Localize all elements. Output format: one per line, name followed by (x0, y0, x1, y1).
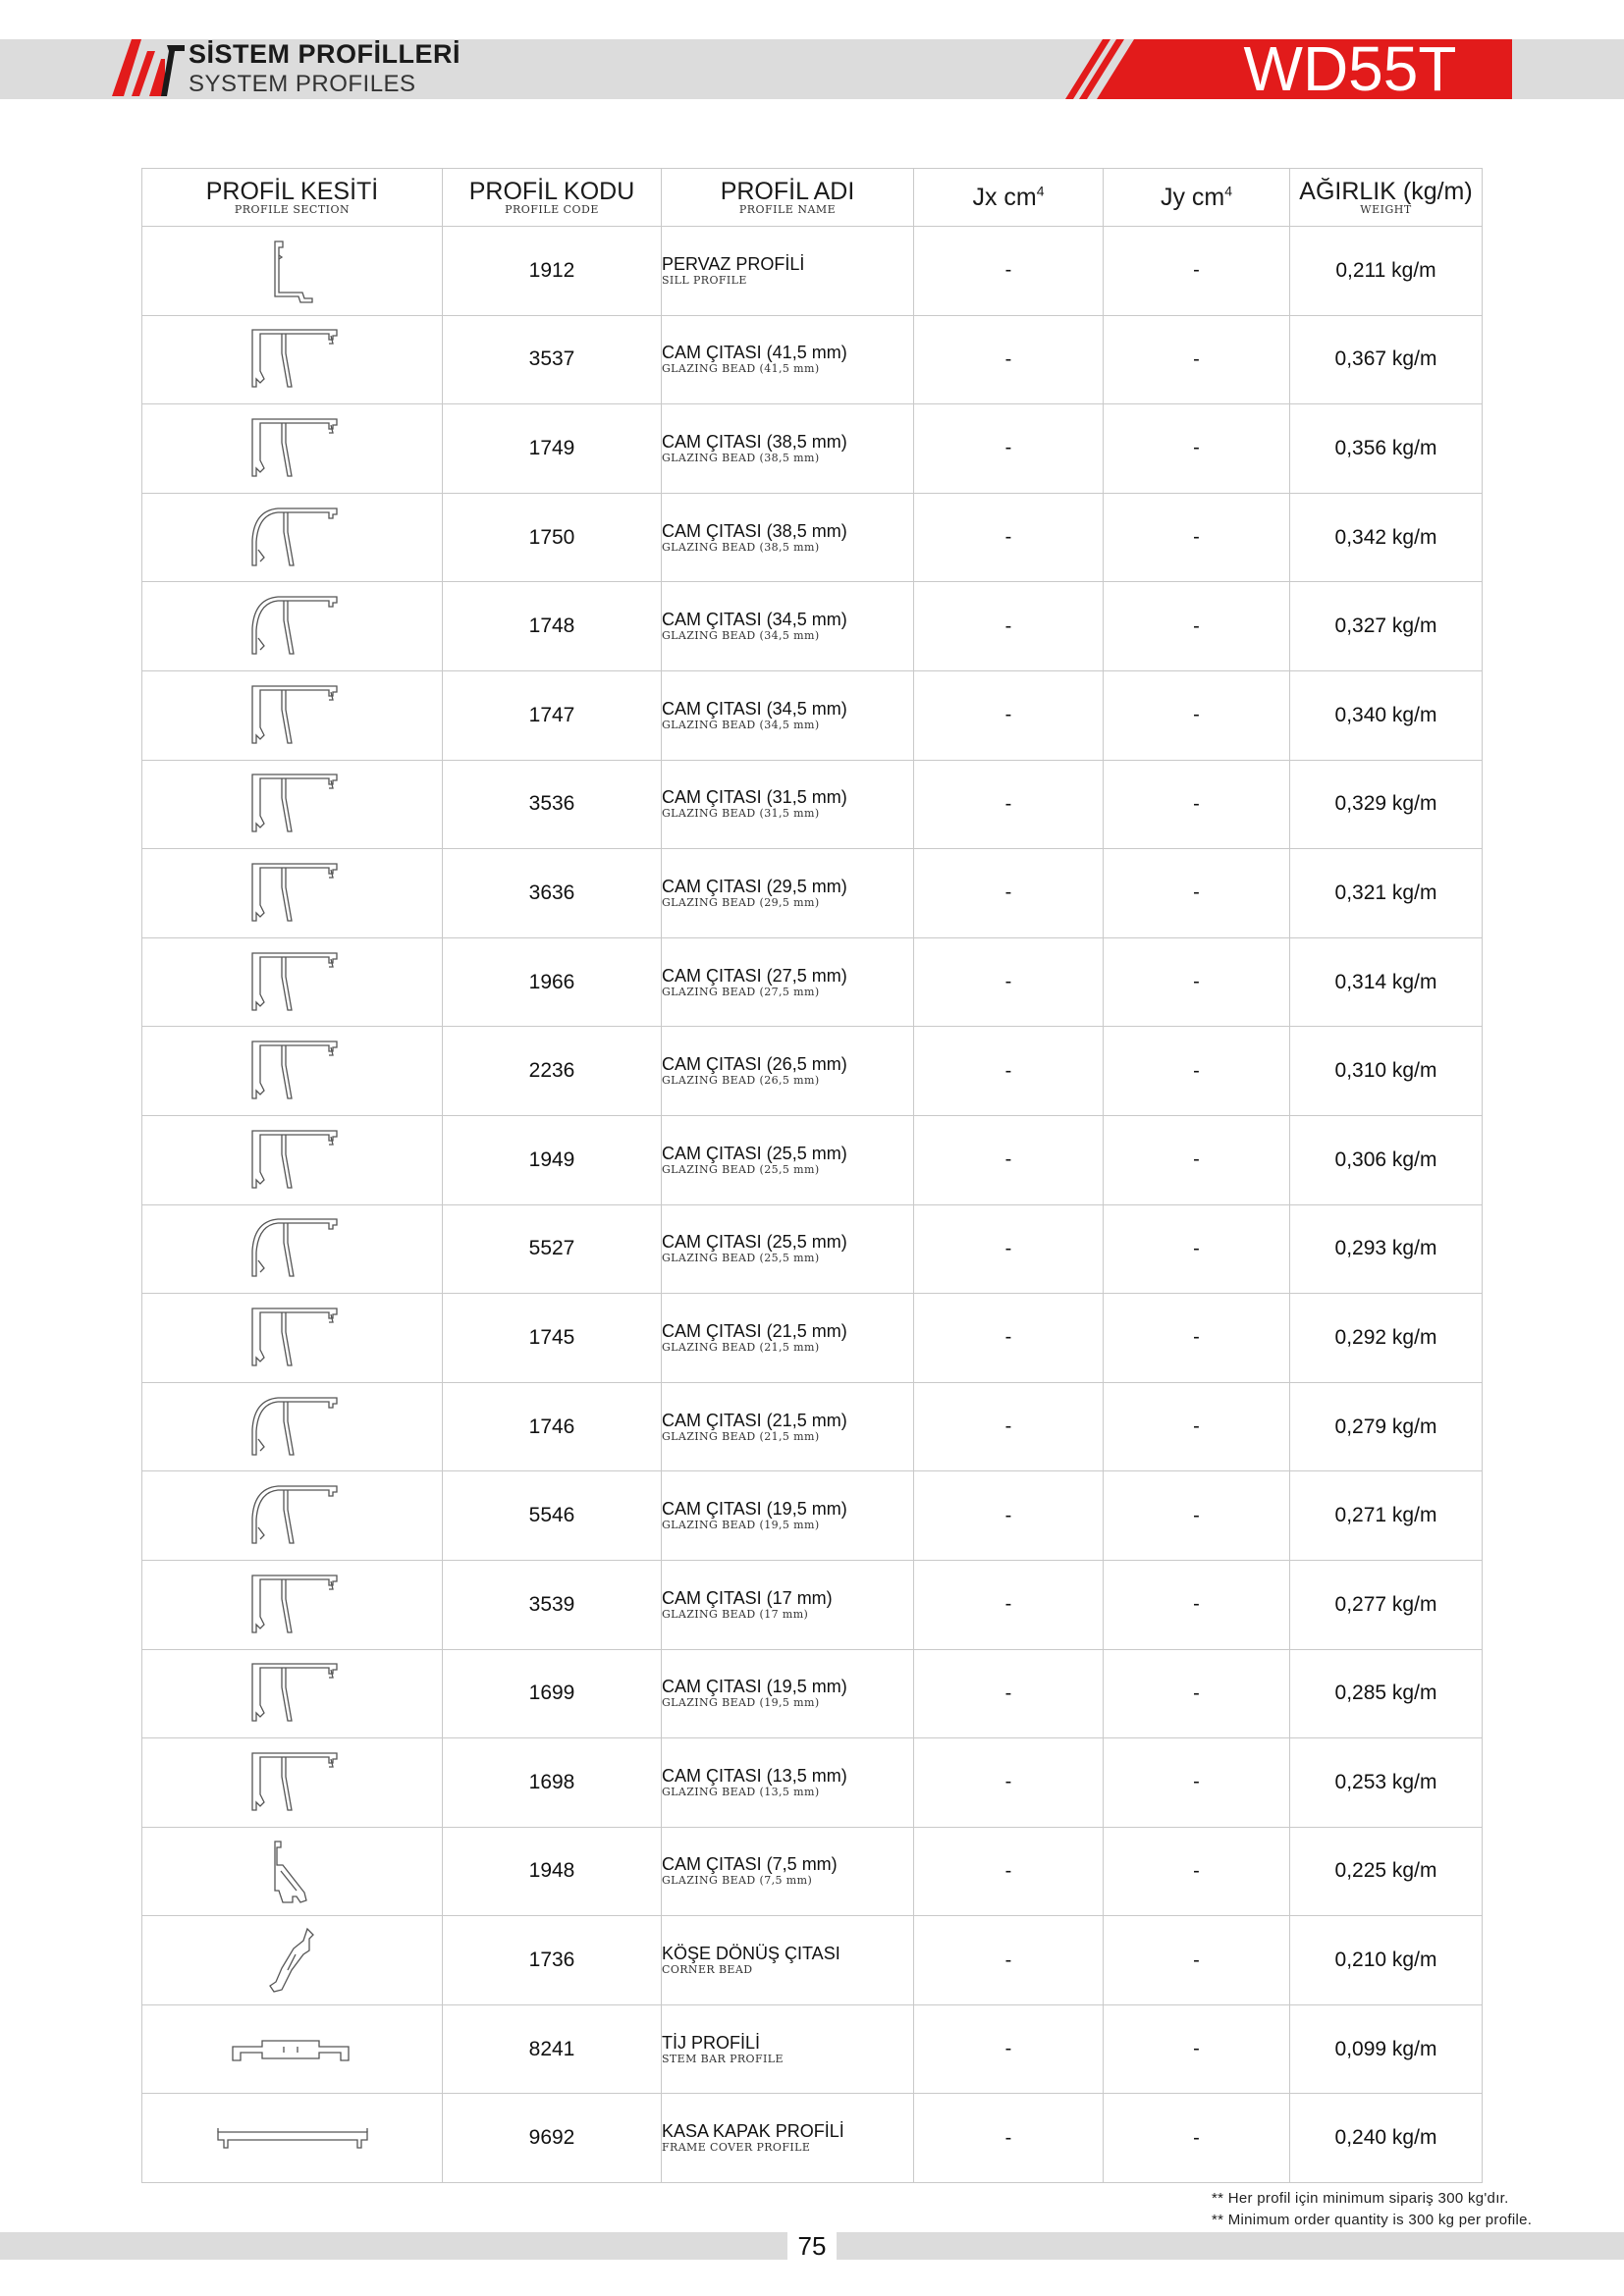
table-row (142, 1471, 1483, 1561)
jx-value: - (914, 315, 1104, 404)
profile-code: 1966 (443, 937, 662, 1027)
profile-name-cell (662, 1560, 914, 1649)
weight-value: 0,356 kg/m (1290, 404, 1483, 494)
glazing-bead-curved-icon (142, 1392, 442, 1463)
col-header-jx-main: Jx cm (972, 183, 1037, 211)
profile-name-tr: CAM ÇITASI (13,5 mm) (662, 1765, 847, 1786)
profile-name-tr: CAM ÇITASI (34,5 mm) (662, 698, 847, 719)
profile-name-en: GLAZING BEAD (27,5 mm) (662, 985, 820, 998)
profile-section-cell (142, 670, 443, 760)
jy-value: - (1104, 1471, 1290, 1561)
profile-name-tr: KÖŞE DÖNÜŞ ÇITASI (662, 1944, 840, 1964)
col-header-code-main: PROFİL KODU (468, 177, 635, 205)
jx-value: - (914, 1827, 1104, 1916)
jx-value: - (914, 1916, 1104, 2005)
profile-code: 2236 (443, 1027, 662, 1116)
profile-name-en: GLAZING BEAD (38,5 mm) (662, 540, 820, 554)
col-header-section (142, 169, 443, 227)
jy-value: - (1104, 227, 1290, 316)
profile-name-en: GLAZING BEAD (21,5 mm) (662, 1429, 820, 1443)
weight-value: 0,340 kg/m (1290, 670, 1483, 760)
profile-name-tr: CAM ÇITASI (17 mm) (662, 1587, 833, 1608)
weight-value: 0,306 kg/m (1290, 1115, 1483, 1204)
profile-code: 1912 (443, 227, 662, 316)
profile-name-cell (662, 1204, 914, 1294)
profile-section-cell (142, 1471, 443, 1561)
jy-value: - (1104, 1738, 1290, 1828)
brand-title-tr: SİSTEM PROFİLLERİ (189, 39, 461, 69)
jy-value: - (1104, 1649, 1290, 1738)
profile-section-cell (142, 1204, 443, 1294)
profile-name-tr: PERVAZ PROFİLİ (662, 253, 805, 274)
table-row (142, 670, 1483, 760)
jx-value: - (914, 1382, 1104, 1471)
profile-name-tr: CAM ÇITASI (7,5 mm) (662, 1854, 838, 1875)
col-header-jx (914, 169, 1104, 227)
table-row (142, 1382, 1483, 1471)
jy-value: - (1104, 1204, 1290, 1294)
weight-value: 0,327 kg/m (1290, 582, 1483, 671)
profile-name-en: GLAZING BEAD (34,5 mm) (662, 629, 820, 643)
jx-value: - (914, 670, 1104, 760)
stem-bar-icon (142, 2025, 442, 2074)
page-number: 75 (797, 2231, 827, 2261)
table-row (142, 493, 1483, 582)
profile-code: 1746 (443, 1382, 662, 1471)
table-row (142, 227, 1483, 316)
jy-value: - (1104, 937, 1290, 1027)
profile-name-cell (662, 2004, 914, 2094)
profile-code: 3536 (443, 760, 662, 849)
weight-value: 0,240 kg/m (1290, 2094, 1483, 2183)
profile-name-tr: CAM ÇITASI (25,5 mm) (662, 1143, 847, 1163)
jy-value: - (1104, 1027, 1290, 1116)
profile-name-en: GLAZING BEAD (17 mm) (662, 1607, 809, 1621)
glazing-bead-icon (142, 413, 442, 484)
profile-name-cell (662, 1916, 914, 2005)
jx-value: - (914, 1204, 1104, 1294)
weight-value: 0,210 kg/m (1290, 1916, 1483, 2005)
series-code: WD55T (1243, 33, 1457, 104)
glazing-bead-icon (142, 947, 442, 1018)
profile-name-en: FRAME COVER PROFILE (662, 2141, 811, 2155)
profile-section-cell (142, 937, 443, 1027)
weight-value: 0,342 kg/m (1290, 493, 1483, 582)
glazing-bead-icon (142, 1747, 442, 1818)
table-row (142, 1738, 1483, 1828)
profile-name-tr: CAM ÇITASI (21,5 mm) (662, 1320, 847, 1341)
profile-code: 9692 (443, 2094, 662, 2183)
table-row (142, 760, 1483, 849)
profile-name-tr: CAM ÇITASI (21,5 mm) (662, 1410, 847, 1430)
profile-code: 5527 (443, 1204, 662, 1294)
profile-name-tr: TİJ PROFİLİ (662, 2032, 761, 2053)
glazing-bead-curved-icon (142, 1480, 442, 1551)
brand-logo (110, 37, 185, 98)
jy-value: - (1104, 1382, 1290, 1471)
table-row (142, 937, 1483, 1027)
profile-section-cell (142, 1115, 443, 1204)
col-header-jx-sup: 4 (1036, 183, 1045, 199)
profile-name-cell (662, 1115, 914, 1204)
jx-value: - (914, 404, 1104, 494)
glazing-bead-curved-icon (142, 1213, 442, 1284)
profile-name-tr: CAM ÇITASI (41,5 mm) (662, 343, 847, 363)
profile-name-en: GLAZING BEAD (31,5 mm) (662, 807, 820, 821)
jy-value: - (1104, 849, 1290, 938)
jy-value: - (1104, 2094, 1290, 2183)
col-header-jy (1104, 169, 1290, 227)
profile-section-cell (142, 227, 443, 316)
profile-name-cell (662, 2094, 914, 2183)
profile-code: 1749 (443, 404, 662, 494)
profile-name-en: GLAZING BEAD (34,5 mm) (662, 718, 820, 731)
table-row (142, 1827, 1483, 1916)
jx-value: - (914, 1115, 1104, 1204)
profile-code: 3537 (443, 315, 662, 404)
profile-name-en: GLAZING BEAD (26,5 mm) (662, 1074, 820, 1088)
profile-name-cell (662, 937, 914, 1027)
profile-name-en: GLAZING BEAD (19,5 mm) (662, 1696, 820, 1710)
jx-value: - (914, 493, 1104, 582)
profile-code: 1699 (443, 1649, 662, 1738)
jx-value: - (914, 2004, 1104, 2094)
jx-value: - (914, 1560, 1104, 1649)
col-header-name-main: PROFİL ADI (720, 177, 855, 205)
profile-name-cell (662, 760, 914, 849)
col-header-code (443, 169, 662, 227)
jy-value: - (1104, 2004, 1290, 2094)
profile-name-cell (662, 1827, 914, 1916)
profile-code: 1748 (443, 582, 662, 671)
glazing-bead-icon (142, 324, 442, 395)
table-row (142, 1649, 1483, 1738)
col-header-weight-main: AĞIRLIK (kg/m) (1299, 177, 1473, 205)
profile-name-cell (662, 1649, 914, 1738)
jx-value: - (914, 227, 1104, 316)
profile-name-tr: CAM ÇITASI (26,5 mm) (662, 1054, 847, 1075)
weight-value: 0,329 kg/m (1290, 760, 1483, 849)
profile-name-en: STEM BAR PROFILE (662, 2052, 784, 2065)
profile-name-tr: CAM ÇITASI (38,5 mm) (662, 431, 847, 452)
series-code-box (1065, 33, 1512, 104)
jy-value: - (1104, 1916, 1290, 2005)
glazing-bead-icon (142, 1303, 442, 1373)
table-row (142, 1294, 1483, 1383)
weight-value: 0,367 kg/m (1290, 315, 1483, 404)
weight-value: 0,321 kg/m (1290, 849, 1483, 938)
table-row (142, 1204, 1483, 1294)
profile-name-tr: CAM ÇITASI (31,5 mm) (662, 787, 847, 808)
table-row (142, 582, 1483, 671)
profile-name-cell (662, 849, 914, 938)
profile-name-tr: CAM ÇITASI (27,5 mm) (662, 965, 847, 986)
profile-code: 1745 (443, 1294, 662, 1383)
profile-name-tr: CAM ÇITASI (19,5 mm) (662, 1677, 847, 1697)
profile-name-tr: CAM ÇITASI (38,5 mm) (662, 520, 847, 541)
col-header-weight (1290, 169, 1483, 227)
profile-section-cell (142, 315, 443, 404)
profile-name-cell (662, 1027, 914, 1116)
profile-section-cell (142, 1382, 443, 1471)
jx-value: - (914, 2094, 1104, 2183)
corner-bead-icon (142, 1925, 442, 1996)
jy-value: - (1104, 1560, 1290, 1649)
profile-name-cell (662, 1471, 914, 1561)
glazing-bead-icon (142, 680, 442, 751)
table-row (142, 404, 1483, 494)
profile-section-cell (142, 493, 443, 582)
weight-value: 0,279 kg/m (1290, 1382, 1483, 1471)
table-row (142, 1115, 1483, 1204)
profile-name-tr: CAM ÇITASI (29,5 mm) (662, 876, 847, 896)
profile-code: 3636 (443, 849, 662, 938)
profile-name-tr: CAM ÇITASI (25,5 mm) (662, 1232, 847, 1253)
col-header-name (662, 169, 914, 227)
jx-value: - (914, 849, 1104, 938)
profile-name-tr: CAM ÇITASI (19,5 mm) (662, 1499, 847, 1520)
profile-code: 8241 (443, 2004, 662, 2094)
profile-section-cell (142, 1027, 443, 1116)
jy-value: - (1104, 582, 1290, 671)
table-row (142, 1560, 1483, 1649)
profile-section-cell (142, 1738, 443, 1828)
table-row (142, 2004, 1483, 2094)
profile-section-cell (142, 1827, 443, 1916)
glazing-bead-icon (142, 769, 442, 839)
profile-section-cell (142, 1916, 443, 2005)
profile-code: 1750 (443, 493, 662, 582)
jy-value: - (1104, 315, 1290, 404)
glazing-bead-icon (142, 1036, 442, 1106)
profile-name-en: GLAZING BEAD (25,5 mm) (662, 1252, 820, 1265)
profile-code: 3539 (443, 1560, 662, 1649)
profile-code: 5546 (443, 1471, 662, 1561)
profile-section-cell (142, 849, 443, 938)
profile-name-cell (662, 1382, 914, 1471)
jx-value: - (914, 582, 1104, 671)
table-header-row (142, 169, 1483, 227)
profile-name-cell (662, 1294, 914, 1383)
weight-value: 0,277 kg/m (1290, 1560, 1483, 1649)
weight-value: 0,293 kg/m (1290, 1204, 1483, 1294)
jx-value: - (914, 1649, 1104, 1738)
jy-value: - (1104, 670, 1290, 760)
glazing-bead-curved-icon (142, 591, 442, 662)
profile-name-cell (662, 493, 914, 582)
profile-name-en: GLAZING BEAD (38,5 mm) (662, 451, 820, 464)
profile-name-en: GLAZING BEAD (41,5 mm) (662, 362, 820, 376)
jy-value: - (1104, 1827, 1290, 1916)
weight-value: 0,099 kg/m (1290, 2004, 1483, 2094)
profile-section-cell (142, 1560, 443, 1649)
jy-value: - (1104, 1294, 1290, 1383)
col-header-jy-main: Jy cm (1160, 183, 1225, 211)
col-header-weight-sub: WEIGHT (1360, 202, 1412, 216)
glazing-bead-icon (142, 1125, 442, 1196)
profile-name-cell (662, 404, 914, 494)
jy-value: - (1104, 760, 1290, 849)
weight-value: 0,314 kg/m (1290, 937, 1483, 1027)
profile-name-cell (662, 227, 914, 316)
profile-name-tr: CAM ÇITASI (34,5 mm) (662, 610, 847, 630)
profile-section-cell (142, 2094, 443, 2183)
profile-section-cell (142, 2004, 443, 2094)
table-row (142, 849, 1483, 938)
table-row (142, 2094, 1483, 2183)
frame-cover-icon (142, 2118, 442, 2158)
weight-value: 0,225 kg/m (1290, 1827, 1483, 1916)
col-header-jy-sup: 4 (1224, 183, 1233, 199)
weight-value: 0,292 kg/m (1290, 1294, 1483, 1383)
profile-section-cell (142, 1649, 443, 1738)
profile-section-cell (142, 582, 443, 671)
col-header-section-main: PROFİL KESİTİ (205, 177, 379, 205)
brand-title-en: SYSTEM PROFILES (189, 71, 416, 97)
table-row (142, 315, 1483, 404)
jy-value: - (1104, 493, 1290, 582)
table-row (142, 1027, 1483, 1116)
jy-value: - (1104, 404, 1290, 494)
glazing-bead-icon (142, 1570, 442, 1640)
min-order-note-tr: ** Her profil için minimum sipariş 300 kg'dır. (1212, 2190, 1509, 2207)
profile-code: 1948 (443, 1827, 662, 1916)
jx-value: - (914, 1738, 1104, 1828)
weight-value: 0,211 kg/m (1290, 227, 1483, 316)
profile-name-en: GLAZING BEAD (19,5 mm) (662, 1519, 820, 1532)
profile-name-en: GLAZING BEAD (7,5 mm) (662, 1874, 813, 1888)
glazing-bead-small-icon (142, 1836, 442, 1906)
sill-profile-icon (142, 236, 442, 306)
weight-value: 0,285 kg/m (1290, 1649, 1483, 1738)
col-header-name-sub: PROFILE NAME (738, 202, 837, 216)
profile-name-cell (662, 1738, 914, 1828)
jx-value: - (914, 937, 1104, 1027)
profile-section-cell (142, 1294, 443, 1383)
jx-value: - (914, 1294, 1104, 1383)
col-header-section-sub: PROFILE SECTION (234, 202, 351, 216)
profile-code: 1747 (443, 670, 662, 760)
jx-value: - (914, 1471, 1104, 1561)
profile-name-en: GLAZING BEAD (21,5 mm) (662, 1340, 820, 1354)
profile-name-en: GLAZING BEAD (29,5 mm) (662, 895, 820, 909)
profile-name-en: SILL PROFILE (662, 273, 747, 287)
weight-value: 0,271 kg/m (1290, 1471, 1483, 1561)
profile-name-en: GLAZING BEAD (25,5 mm) (662, 1162, 820, 1176)
table-row (142, 1916, 1483, 2005)
jy-value: - (1104, 1115, 1290, 1204)
glazing-bead-icon (142, 1658, 442, 1729)
profile-name-en: GLAZING BEAD (13,5 mm) (662, 1785, 820, 1798)
glazing-bead-curved-icon (142, 503, 442, 573)
jx-value: - (914, 1027, 1104, 1116)
col-header-code-sub: PROFILE CODE (505, 202, 599, 216)
profile-name-en: CORNER BEAD (662, 1963, 753, 1977)
profile-code: 1698 (443, 1738, 662, 1828)
weight-value: 0,253 kg/m (1290, 1738, 1483, 1828)
profile-table (141, 168, 1483, 2183)
profile-name-cell (662, 582, 914, 671)
jx-value: - (914, 760, 1104, 849)
glazing-bead-icon (142, 858, 442, 929)
min-order-note-en: ** Minimum order quantity is 300 kg per profile. (1212, 2212, 1533, 2228)
weight-value: 0,310 kg/m (1290, 1027, 1483, 1116)
profile-section-cell (142, 760, 443, 849)
profile-section-cell (142, 404, 443, 494)
profile-code: 1949 (443, 1115, 662, 1204)
profile-name-cell (662, 670, 914, 760)
profile-name-tr: KASA KAPAK PROFİLİ (662, 2121, 844, 2142)
profile-name-cell (662, 315, 914, 404)
profile-code: 1736 (443, 1916, 662, 2005)
